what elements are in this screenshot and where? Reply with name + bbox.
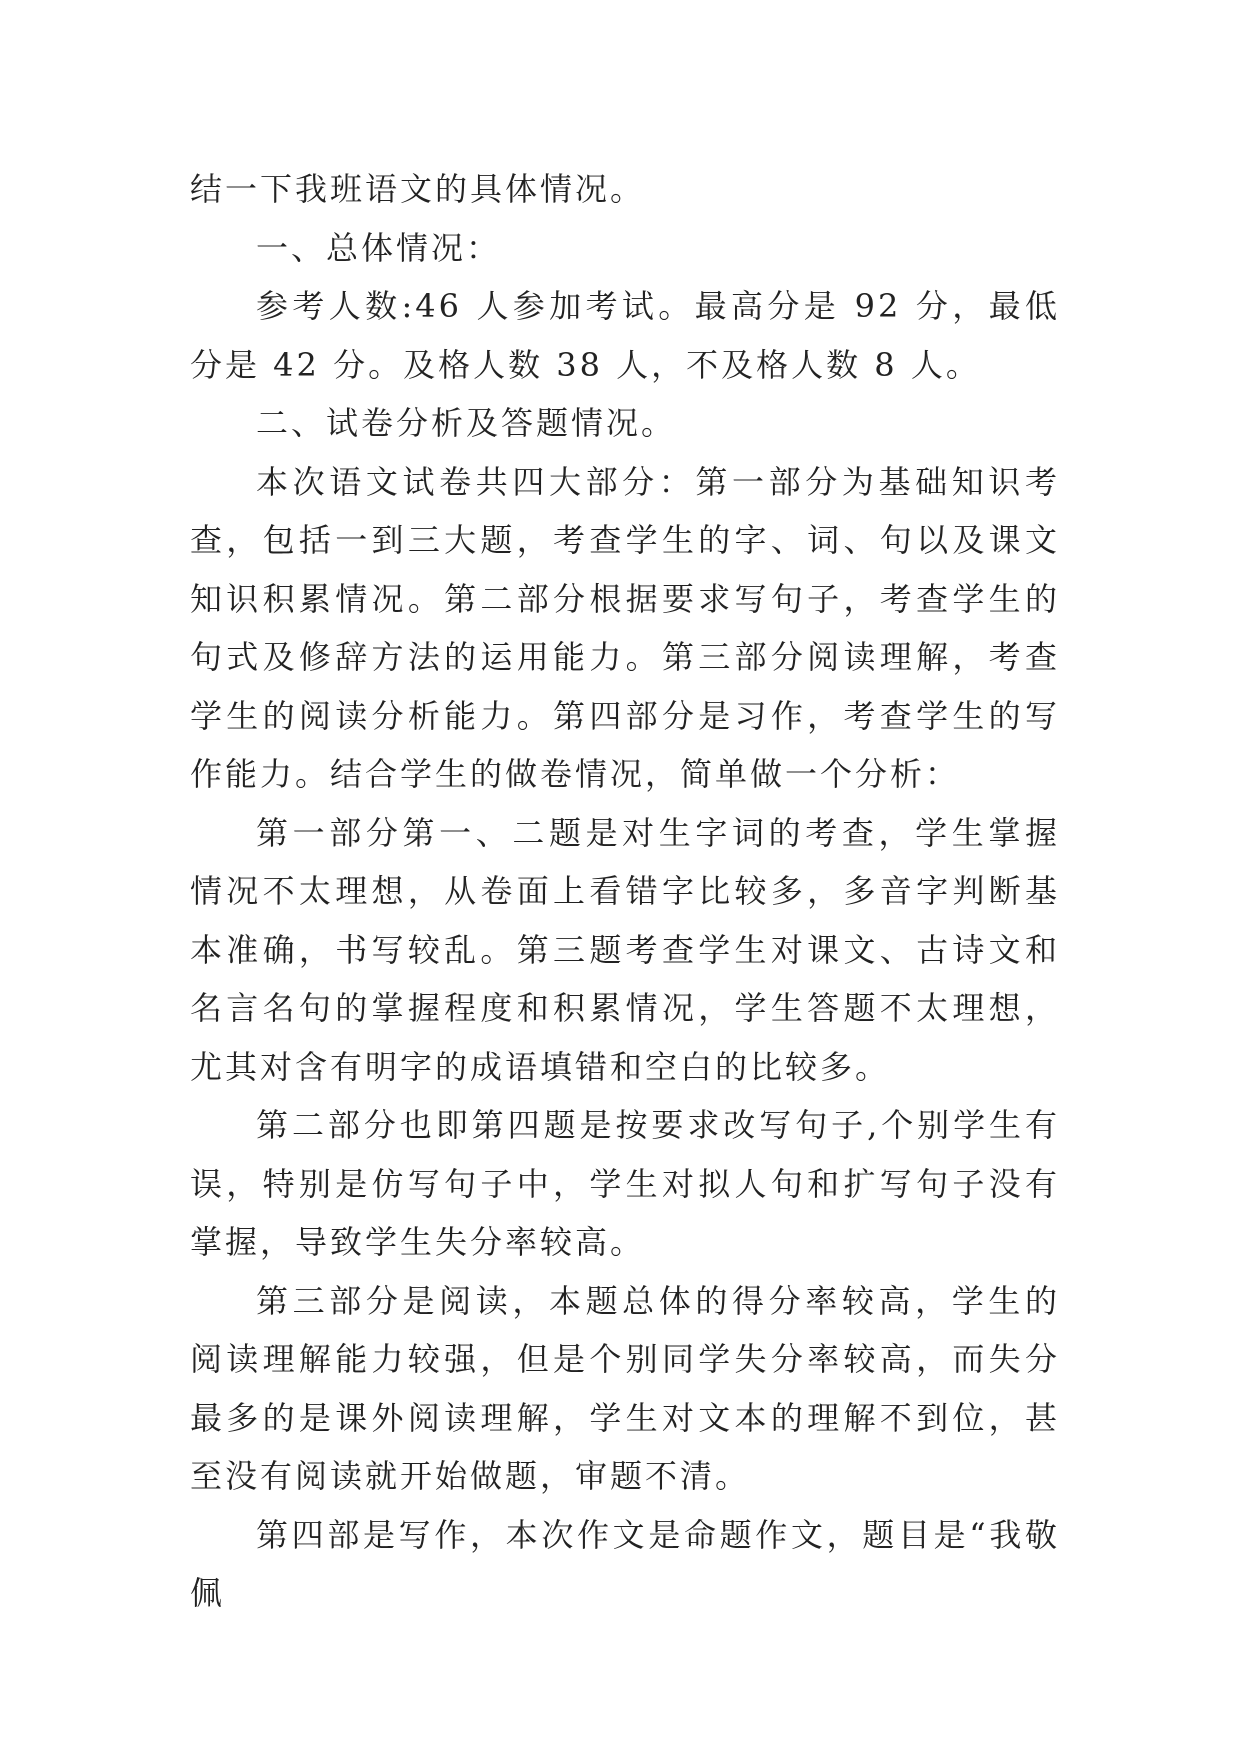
document-body: [190, 160, 1060, 1623]
paragraph-part-three-analysis: 第三部分是阅读，本题总体的得分率较高，学生的阅读理解能力较强，但是个别同学失分率较高，而失分最多的是课外阅读理解，学生对文本的理解不到位，甚至没有阅读就开始做题，审题不清。: [190, 1281, 1060, 1495]
paragraph-intro-continuation: 结一下我班语文的具体情况。: [190, 170, 646, 208]
heading-paper-analysis: 二、试卷分析及答题情况。: [256, 404, 677, 442]
paragraph-part-one-analysis: 第一部分第一、二题是对生字词的考查，学生掌握情况不太理想，从卷面上看错字比较多，多音字判断基本准确，书写较乱。第三题考查学生对课文、古诗文和名言名句的掌握程度和积累情况，学生答题不太理想，尤其对含有明字的成语填错和空白的比较多。: [190, 813, 1060, 1086]
paragraph-exam-statistics: 参考人数:46 人参加考试。最高分是 92 分，最低分是 42 分。及格人数 38 人，不及格人数 8 人。: [190, 287, 1060, 384]
paragraph-part-two-analysis: 第二部分也即第四题是按要求改写句子,个别学生有误，特别是仿写句子中，学生对拟人句和扩写句子没有掌握，导致学生失分率较高。: [190, 1106, 1060, 1261]
paragraph-part-four-analysis: 第四部是写作，本次作文是命题作文，题目是“我敬佩: [190, 1515, 1060, 1612]
paragraph-paper-structure: 本次语文试卷共四大部分：第一部分为基础知识考查，包括一到三大题，考查学生的字、词、句以及课文知识积累情况。第二部分根据要求写句子，考查学生的句式及修辞方法的运用能力。第三部分阅读理解，考查学生的阅读分析能力。第四部分是习作，考查学生的写作能力。结合学生的做卷情况，简单做一个分析：: [190, 462, 1060, 793]
heading-overall-situation: 一、总体情况：: [256, 228, 502, 267]
